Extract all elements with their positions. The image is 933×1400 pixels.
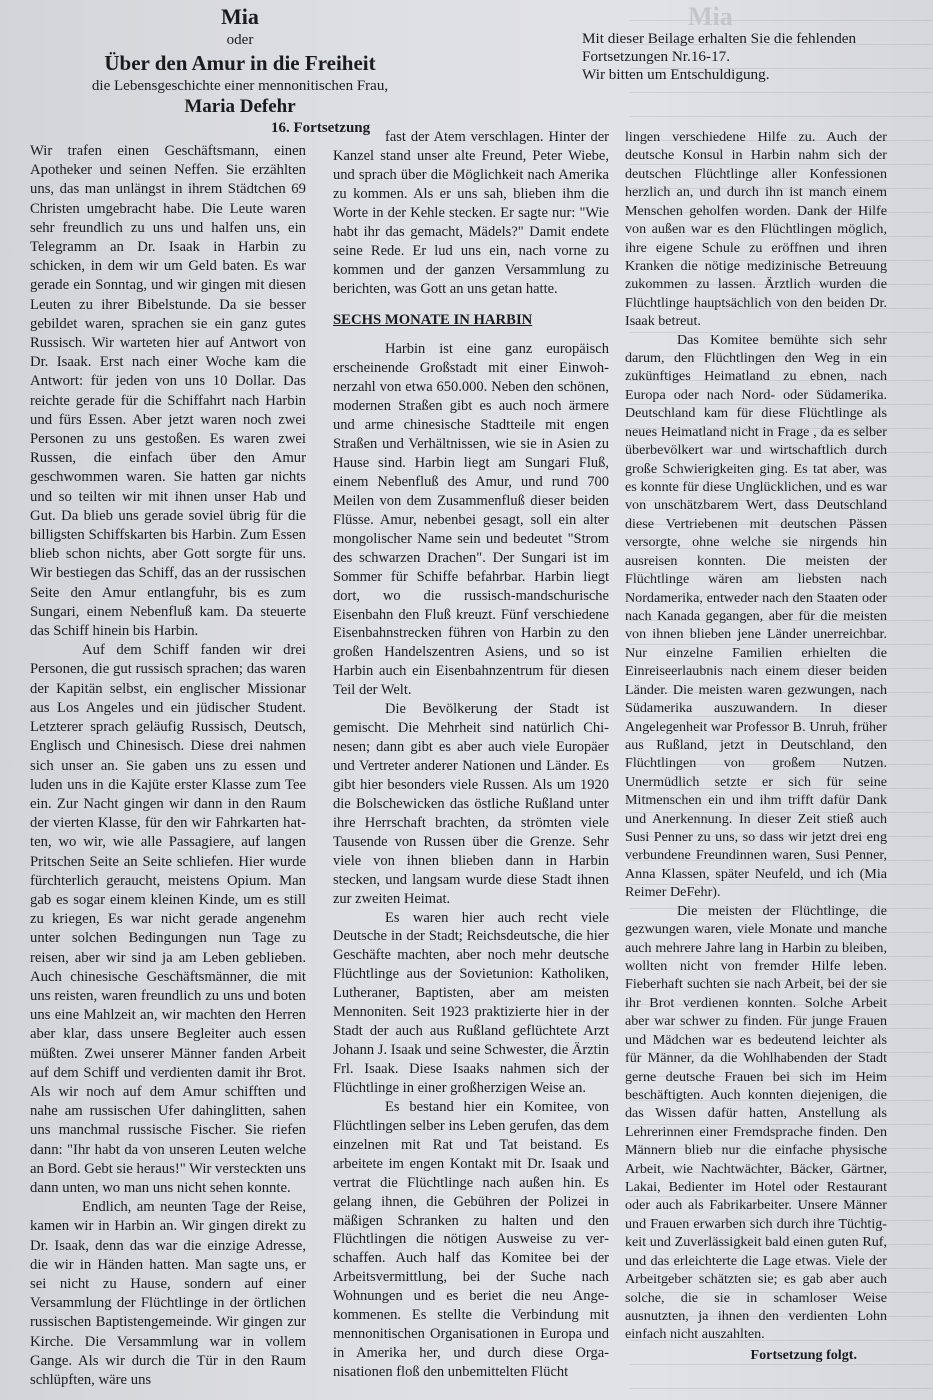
notice-line-1: Mit dieser Beilage erhalten Sie die fehlenden (582, 30, 857, 47)
section-heading: SECHS MONATE IN HARBIN (333, 312, 533, 329)
installment-label: 16. Fortsetzung (271, 120, 371, 136)
paragraph: Wir trafen einen Geschäftsmann, einen Apotheker und seinen Neffen. Sie erzählten uns, das man unlängst in ihrem Städtchen 69 Christen umgebracht habe. Die Leute waren sehr freundlich zu uns und halfen uns, ein Telegramm an Dr. Isaak in Harbin zu schicken, in dem wir um Geld baten. Es war gerade ein Sonntag, und wir gingen mit diesen Leuten zu ihrer Bibelstunde. Da sie besser gebildet waren, sprachen sie ein ganz gutes Russisch. Wir warteten hier auf Antwort von Dr. Isaak. Erst nach einer Woche kam die Antwort: für jeden von uns 10 Dollar. Das reichte gerade für die Schiffahrt nach Harbin und fürs Essen. Aber jetzt waren noch zwei Personen zu uns gestoßen. Es waren zwei Russen, die einfach über den Amur geschwommen waren. Sie hatten gar nichts und so teilten wir mit ihnen unser Hab und Gut. Da blieb uns gerade soviel übrig für die billigsten Schiffskarten bis Harbin. Zum Essen blieb schon nichts, aber Gott sorgte für uns. Wir bestiegen das Schiff, das an der russischen Seite den Amur entlangfuhr, bis es zum Sungari, einem Nebenfluß kam. Da steuerte das Schiff hinein bis Harbin. (30, 143, 306, 640)
notice-line-3: Wir bitten um Entschuldigung. (582, 66, 770, 83)
bleed-through-title: Mia (688, 2, 733, 31)
paragraph: Die Bevölkerung der Stadt ist gemischt. Die Mehrheit sind natürlich Chinesen; dann gibt es aber auch viele Europäer und Vertreter anderer Nationen und Länder. Es gibt hier besonders viele Russen. Als um 1920 die Bolschewicken das östliche Rußland unter ihre Herrschaft brachten, da strömten viele Tausende von Russen über die Grenze. Sehr viele von ihnen blieben dann in Harbin stecken, und langsam wurde diese Stadt ihnen zur zweiten Heimat. (333, 701, 609, 907)
text-column-1 (30, 142, 306, 1390)
text-column-3 (625, 128, 887, 1364)
article-title: Über den Amur in die Freiheit (104, 51, 376, 75)
paragraph: fast der Atem verschlagen. Hinter der Kanzel stand unser alte Freund, Peter Wiebe, und sprach über die Möglichkeit nach Amerika zu kommen. Als er uns sah, blieben ihm die Worte in der Kehle stecken. Er sagte nur: "Wie habt ihr das gemacht, Mädels?" Damit endete seine Rede. Er lud uns ein, nach vorne zu kommen und der ganzen Versammlung zu berichten, was Gott an uns getan hatte. (333, 129, 609, 297)
continued-note: Fortsetzung folgt. (750, 1346, 857, 1363)
paragraph: Harbin ist eine ganz europäisch erscheinende Großstadt mit einer Einwohnerzahl von etwa 650.000. Neben den schönen, modernen Straßen gibt es auch noch ärmere und arme chinesische Stadtteile mit engen Straßen und Verhältnissen, wie sie in Asien zu Hause sind. Harbin liegt am Sungari Fluß, einem Nebenfluß des Amur, und rund 700 Meilen von dem Zusammenfluß dieser beiden Flüsse. Amur, nebenbei gesagt, soll ein alter mongolischer Name sein und bedeutet "Strom des schwarzen Drachen". Der Sungari ist im Sommer für Schiffe befahrbar. Harbin liegt dort, wo die russisch-mandschurische Eisenbahn den Fluß kreuzt. Fünf verschiedene Eisenbahnstrecken führen von Harbin zu den großen Handelszentren Asiens, und so ist Harbin auch ein Eisenbahnzentrum für diesen Teil der Welt. (333, 341, 609, 699)
article-author: Maria Defehr (184, 96, 296, 117)
paragraph: Auf dem Schiff fanden wir drei Personen, die gut russisch sprachen; das waren der Kapitän selbst, ein englischer Missionar aus Los Angeles und ein jüdischer Student. Letzterer sprach geläufig Russisch, Deutsch, Englisch und Chinesisch. Diese drei nahmen sich unser an. Sie gaben uns zu essen und luden uns in die Kajüte erster Klasse zum Tee ein. Zur Nacht gingen wir dann in den Raum der vierten Klasse, für den wir Fahrkarten hatten, wo wir, wie alle Passagiere, auf langen Pritschen Seite an Seite schliefen. Hier wurde fürchterlich geraucht, meistens Opium. Man gab es sogar einem kleinen Kinde, um es still zu kriegen, Es war nicht gerade angenehm unter solchen Bedingungen nun Tage zu reisen, aber wir sind ja am Leben geblieben. Auch chinesische Geschäftsmänner, die mit uns reisten, waren freundlich zu uns und boten uns eine Mahlzeit an, wir machten den Herren aber klar, dass unsere Begleiter auch essen müßten. Zwei unserer Männer fanden Arbeit auf dem Schiff und verdienten damit ihr Brot. Als wir noch auf dem Amur schifften und nahe am russischen Ufer dahinglitten, sahen uns manchmal russische Fischer. Sie riefen dann: "Ihr habt da von unseren Leuten welche an Bord. Gebt sie heraus!" Wir versteckten uns dann unten, wo man uns nicht sehen konnte. (30, 642, 306, 1196)
notice-line-2: Fortsetzungen Nr.16-17. (582, 48, 731, 65)
paragraph: Die meisten der Flüchtlinge, die gezwungen waren, viele Monate und manche auch mehrere Jahre lang in Harbin zu bleiben, wollten nicht von fremder Hilfe leben. Fieberhaft suchten sie nach Arbeit, bei der sie ihr Brot verdienen konnten. Solche Arbeit aber war schwer zu finden. Für junge Frauen und Mädchen war es bedeutend leichter als für Männer, da die Wohlhabenden der Stadt gerne deutsche Frauen bei sich im Heim beschäftigten. Auch konnten diejenigen, die das Wissen dafür hatten, Anstellung als Lehrerinnen einer Fremdsprache finden. Den Männern blieb nur die einfache physische Arbeit, wie Nachtwächter, Bäcker, Gärtner, Lakai, Bedienter im Hotel oder Restaurant oder auch als Fabrikarbeiter. Unsere Männer und Frauen erwarben sich durch ihre Tüchtigkeit und Zuverlässigkeit bald einen guten Ruf, und das erleichterte die Lage etwas. Viele der Arbeitgeber schätzten sie; es gab aber auch solche, die sie in schamloser Weise ausnutzten, ja ihnen den verdienten Lohn einfach nicht auszahlten. (625, 902, 887, 1343)
paragraph: Es bestand hier ein Komitee, von Flüchtlingen selber ins Leben gerufen, das dem einzelnen mit Rat und Tat beistand. Es arbeitete im engen Kontakt mit Dr. Isaak und vertrat die Flüchtlinge nach außen hin. Es gelang ihnen, die Gebühren der Polizei in mäßigen Schranken zu halten und den Flüchtlingen die nötigen Ausweise zu verschaffen. Auch half das Komitee bei der Arbeitsvermittlung, bei der Suche nach Wohnungen und es beriet die neu Angekommenen. Es stellte die Verbindung mit mennonitischen Organisationen in Europa und in Amerika her, und durch diese Organisationen floß den unbemittelten Flücht (333, 1098, 609, 1380)
paragraph: Endlich, am neunten Tage der Reise, kamen wir in Harbin an. Wir gingen direkt zu Dr. Isaak, denn das war die einzige Adresse, die wir in Händen hatten. Man sagte uns, er sei nicht zu Hause, sondern auf einer Versammlung der Flüchtlinge in der örtlichen russischen Baptistengemeinde. Wir gingen zur Kirche. Die Versammlung war in vollem Gange. Als wir durch die Tür in den Raum schlüpften, wäre uns (30, 1199, 306, 1388)
supplement-notice (582, 30, 902, 84)
text-column-2 (333, 128, 609, 1382)
title-small: Mia (221, 4, 259, 29)
title-connector: oder (226, 32, 254, 48)
paragraph: Das Komitee bemühte sich sehr darum, den Flüchtlingen den Weg in ein zukünftiges Heimatland zu ebnen, nach Europa oder nach Nord- oder Südamerika. Deutschland kam für diese Flüchtlinge als neues Heimatland nicht in Frage , da es selber überbevölkert war und wirtschaftlich durch große Schwierigkeiten ging. Es tat aber, was es konnte für diese Unglücklichen, und es war von unschätzbarem Wert, dass Deutschland diese Vertriebenen mit deutschen Pässen versorgte, ohne welche sie nirgends hin ausreisen konnten. Die meisten der Flüchtlinge wären am liebsten nach Nordamerika, entweder nach den Staaten oder nach Kanada gegangen, aber für die meisten von ihnen blieben jene Länder unerreichbar. Nur einzelne Familien erhielten die Einreiseerlaubnis nach einem dieser beiden Länder. Die meisten waren gezwungen, nach Südamerika auszuwandern. In dieser Angelegenheit war Professor B. Unruh, früher aus Rußland, jetzt in Deutschland, den Flüchtlingen von großem Nutzen. Unermüdlich setzte er sich für seine Mitmenschen ein und ihm trifft dafür Dank und Anerkennung. In dieser Zeit stieß auch Susi Penner zu uns, so dass wir jetzt drei eng verbundene Freundinnen waren, Susi Penner, Anna Klassen, später Neufeld, und ich (Mia Reimer DeFehr). (625, 331, 887, 901)
paragraph: Es waren hier auch recht viele Deutsche in der Stadt; Reichsdeutsche, die hier Geschäfte machten, aber noch mehr deutsche Flüchtlinge aus der Sovietunion: Katholiken, Lutheraner, Baptisten, aber am meisten Mennoniten. Seit 1923 praktizierte hier in der Stadt der auch aus Rußland geflüchtete Arzt Johann J. Isaak und seine Schwester, die Ärztin Frl. Isaak. Diese Isaaks nahmen sich der Flüchtlinge in einer großherzigen Weise an. (333, 909, 609, 1096)
paragraph: lingen verschiedene Hilfe zu. Auch der deutsche Konsul in Harbin nahm sich der deutschen Flüchtlinge aller Konfessionen herzlich an, und durch ihn ist manch einem Menschen geholfen worden. Dank der Hilfe von außen war es den Flüchtlingen möglich, ihre eigene Schule zu eröffnen und ihren Kranken die nötige medizinische Betreuung zukommen zu lassen. Ärztlich wurden die Flüchtlinge hauptsächlich von den beiden Dr. Isaak betreut. (625, 129, 887, 330)
article-subtitle: die Lebensgeschichte einer mennonitischen Frau, (91, 78, 389, 94)
